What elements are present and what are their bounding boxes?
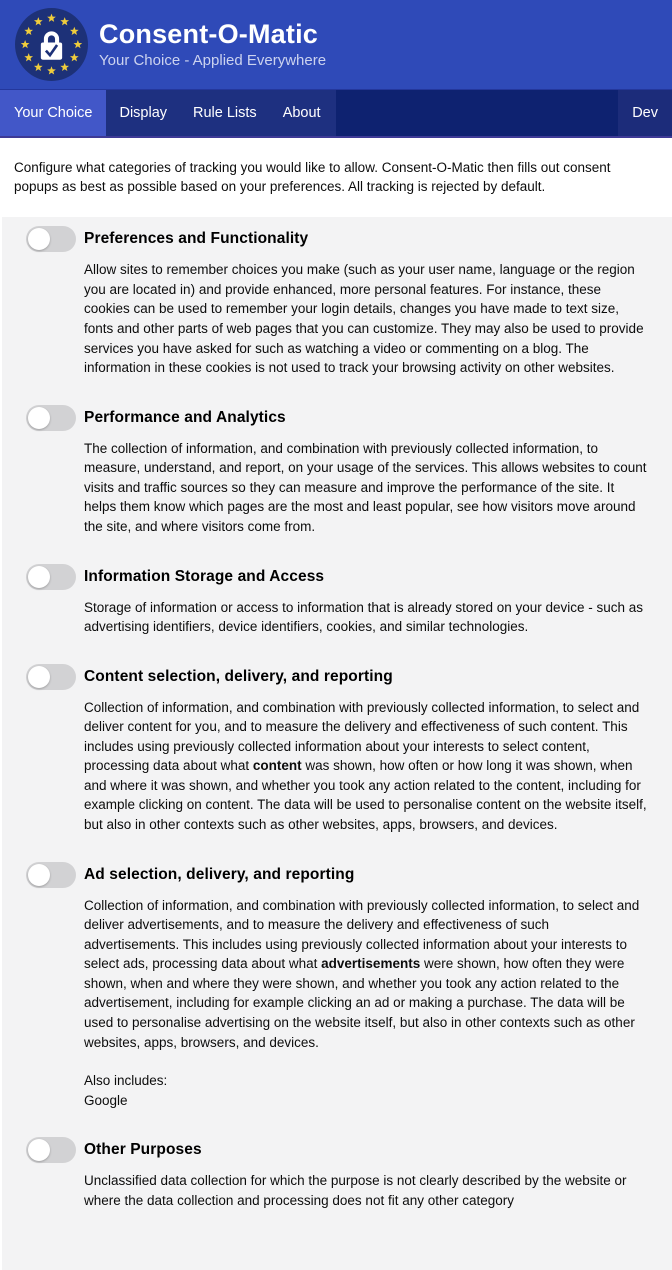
main-nav <box>0 90 672 138</box>
category-title[interactable]: Performance and Analytics <box>84 408 286 426</box>
category-header <box>26 405 672 431</box>
tab-about[interactable]: About <box>282 105 321 121</box>
category-toggle[interactable] <box>26 226 76 252</box>
category-description: Collection of information, and combination with previously collected information, to select and deliver advertisements, and to measure the delivery and effectiveness of such advertisements. This includes using previously collected information about your interests to select ads, processing data about what advertisements were shown, how often they were shown, when and where they were shown, and whether you took any action related to the advertisement, including for example clicking an ad or making a purchase. The data will be used to personalise advertising on the website itself, but also in other contexts such as other websites, apps, browsers, and devices. <box>84 897 640 1050</box>
toggle-knob-icon <box>28 864 50 886</box>
category-toggle[interactable] <box>26 1137 76 1163</box>
category-title[interactable]: Content selection, delivery, and reporting <box>84 667 393 685</box>
category-header <box>26 664 672 690</box>
intro-text: Configure what categories of tracking you would like to allow. Consent-O-Matic then fills out consent popups as best as possible based on your preferences. All tracking is rejected by default. <box>14 160 611 195</box>
main-content <box>0 138 672 1270</box>
toggle-knob-icon <box>28 228 50 250</box>
app-subtitle: Your Choice - Applied Everywhere <box>99 52 327 70</box>
toggle-knob-icon <box>28 407 50 429</box>
tab-display[interactable]: Display <box>119 105 168 121</box>
category-toggle[interactable] <box>26 664 76 690</box>
category-description: Collection of information, and combination with previously collected information, to select and deliver content for you, and to measure the delivery and effectiveness of such content. This includes using previously collected information about your interests to select content, processing data about what content was shown, how often or how long it was shown, when and where it was shown, and whether you took any action related to the content, including for example clicking on content. The data will be used to personalise content on the website itself, but also in other contexts such as other websites, apps, browsers, and devices. <box>84 699 647 832</box>
toggle-knob-icon <box>28 1139 50 1161</box>
category-description: Allow sites to remember choices you make (such as your user name, language or the region you are located in) and provide enhanced, more personal features. For instance, these cookies can be used to remember your login details, changes you have made to text size, fonts and other parts of web pages that you can customize. They may also be used to provide services you have asked for such as watching a video or commenting on a blog. The information in these cookies is not used to track your browsing activity on other websites. <box>84 262 644 376</box>
category-description: Unclassified data collection for which the purpose is not clearly described by the website or where the data collection and processing does not fit any other category <box>84 1173 627 1208</box>
category-description: Storage of information or access to information that is already stored on your device - such as advertising identifiers, device identifiers, cookies, and similar technologies. <box>84 599 644 635</box>
category-also-includes <box>84 1071 648 1110</box>
category-title[interactable]: Information Storage and Access <box>84 567 325 585</box>
title-block <box>99 20 326 70</box>
consent-category <box>2 862 672 1111</box>
eu-stars-lock-logo <box>15 8 88 81</box>
consent-category <box>2 664 672 835</box>
category-toggle[interactable] <box>26 405 76 431</box>
toggle-knob-icon <box>28 666 50 688</box>
category-toggle[interactable] <box>26 564 76 590</box>
category-header <box>26 226 672 252</box>
category-title[interactable]: Preferences and Functionality <box>84 230 309 248</box>
category-description: The collection of information, and combination with previously collected information, to measure, understand, and report, on your usage of the services. This allows websites to count visits and traffic sources so they can measure and improve the performance of the site. It helps them know which pages are the most and least popular, see how visitors move around the site, and where visitors come from. <box>84 440 647 534</box>
consent-category <box>2 405 672 537</box>
category-header <box>26 1137 672 1163</box>
tab-your-choice[interactable]: Your Choice <box>0 90 106 136</box>
tab-rule-lists[interactable]: Rule Lists <box>193 105 257 121</box>
app-header <box>0 0 672 90</box>
bold-term: advertisements <box>321 956 421 972</box>
category-header <box>26 564 672 590</box>
consent-category <box>2 564 672 637</box>
consent-category <box>2 1137 672 1210</box>
tab-dev[interactable]: Dev <box>618 90 672 136</box>
nav-tab-group <box>0 90 336 136</box>
also-includes-names: Google <box>84 1092 128 1108</box>
bold-term: content <box>252 758 302 774</box>
category-title[interactable]: Other Purposes <box>84 1141 202 1159</box>
toggle-knob-icon <box>28 566 50 588</box>
category-title[interactable]: Ad selection, delivery, and reporting <box>84 865 355 883</box>
category-toggle[interactable] <box>26 862 76 888</box>
nav-spacer <box>336 90 619 136</box>
app-title: Consent-O-Matic <box>99 18 318 49</box>
category-header <box>26 862 672 888</box>
also-includes-label: Also includes: <box>84 1073 168 1089</box>
category-list <box>2 217 672 1270</box>
consent-category <box>2 226 672 377</box>
